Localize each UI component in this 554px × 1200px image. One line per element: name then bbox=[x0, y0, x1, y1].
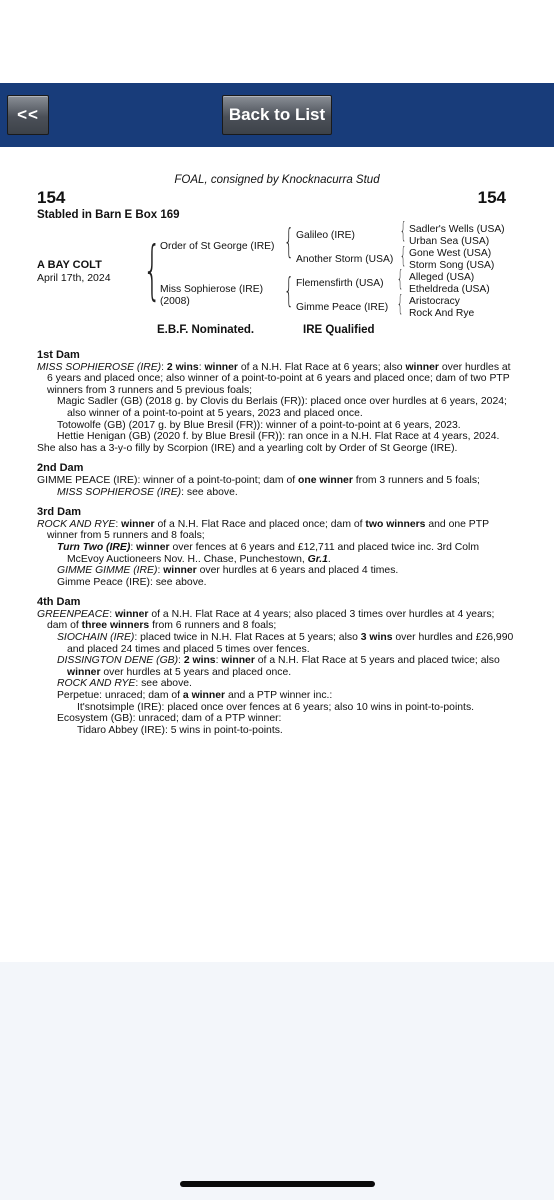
pedigree-dam-year: (2008) bbox=[160, 296, 190, 307]
foaling-date: April 17th, 2024 bbox=[37, 272, 111, 284]
ebf-nominated: E.B.F. Nominated. bbox=[157, 324, 255, 336]
top-navigation-bar bbox=[0, 83, 554, 147]
dam1-also: She also has a 3-y-o filly by Scorpion (IRE) and a yearling colt by Order of St George (IRE). bbox=[37, 442, 458, 454]
dam4-produce-3: ROCK AND RYE: see above. bbox=[57, 678, 192, 690]
pedigree-brace-ds: { bbox=[397, 267, 404, 292]
dam4-produce-4a: It'snotsimple (IRE): placed once over fences at 6 years; also 10 wins in point-to-points. bbox=[77, 701, 475, 713]
lot-number-right: 154 bbox=[477, 188, 506, 207]
dam4-produce-5: Ecosystem (GB): unraced; dam of a PTP winner: bbox=[57, 713, 282, 725]
pedigree-ds-dam: Etheldreda (USA) bbox=[409, 284, 490, 295]
dam1-produce-3: Hettie Henigan (GB) (2020 f. by Blue Bresil (FR)): ran once in a N.H. Flat Race at 4 years, 2024. bbox=[57, 431, 500, 443]
dam2-produce-1: MISS SOPHIEROSE (IRE): see above. bbox=[57, 486, 238, 498]
dam-heading-1: 1st Dam bbox=[37, 349, 80, 361]
lot-number-left: 154 bbox=[37, 188, 66, 207]
dam3-produce-3: Gimme Peace (IRE): see above. bbox=[57, 576, 207, 588]
dam-heading-2: 2nd Dam bbox=[37, 462, 84, 475]
pedigree-ss-sire: Sadler's Wells (USA) bbox=[409, 224, 505, 235]
pedigree-brace-ss: { bbox=[400, 219, 407, 244]
dam4-main: GREENPEACE: winner of a N.H. Flat Race at 4 years; also placed 3 times over hurdles at 4 years; dam of three winners from 6 runners and 8 foals; bbox=[37, 608, 495, 632]
pedigree-dam-dam: Gimme Peace (IRE) bbox=[296, 302, 389, 313]
pedigree-sire-dam: Another Storm (USA) bbox=[296, 254, 394, 265]
ire-qualified: IRE Qualified bbox=[303, 324, 375, 336]
pedigree-brace-main: { bbox=[143, 234, 162, 308]
pedigree-ds-sire: Alleged (USA) bbox=[409, 272, 475, 283]
dam4-produce-5a: Tidaro Abbey (IRE): 5 wins in point-to-points. bbox=[77, 724, 283, 736]
catalogue-page bbox=[0, 147, 554, 962]
home-indicator[interactable] bbox=[180, 1181, 375, 1187]
sex-colour: A BAY COLT bbox=[37, 259, 102, 271]
pedigree-brace-sire: { bbox=[284, 222, 294, 262]
pedigree-ss-dam: Urban Sea (USA) bbox=[409, 236, 490, 247]
pedigree-sd-sire: Gone West (USA) bbox=[409, 248, 492, 259]
dam3-produce-2: GIMME GIMME (IRE): winner over hurdles at 6 years and placed 4 times. bbox=[57, 565, 399, 577]
consignor-line: FOAL, consigned by Knocknacurra Stud bbox=[174, 174, 380, 186]
pedigree-brace-dam: { bbox=[284, 271, 294, 311]
pedigree-dam: Miss Sophierose (IRE) bbox=[160, 284, 263, 295]
dam-heading-4: 4th Dam bbox=[37, 596, 81, 609]
dam1-produce-2: Totowolfe (GB) (2017 g. by Blue Bresil (FR)): winner of a point-to-point at 6 years, 2023. bbox=[57, 419, 461, 431]
dam-heading-3: 3rd Dam bbox=[37, 506, 82, 519]
dam3-produce-1: Turn Two (IRE): winner over fences at 6 years and £12,711 and placed twice inc. 3rd Colm McEvoy Auctioneers Nov. H.. Chase, Punchestown, Gr.1. bbox=[57, 541, 479, 565]
dam4-produce-4: Perpetue: unraced; dam of a winner and a PTP winner inc.: bbox=[57, 690, 333, 702]
back-chevrons-button[interactable]: << bbox=[7, 95, 49, 135]
pedigree-dam-sire: Flemensfirth (USA) bbox=[296, 278, 384, 289]
dam1-main: MISS SOPHIEROSE (IRE): 2 wins: winner of a N.H. Flat Race at 6 years; also winner over hurdles at 6 years and placed once; also winner of a point-to-point at 6 years and placed once; dam of two PTP winners from 3 runners and 5 previous foals; bbox=[37, 361, 511, 396]
stabled-location: Stabled in Barn E Box 169 bbox=[37, 209, 180, 221]
dam4-produce-2: DISSINGTON DENE (GB): 2 wins: winner of a N.H. Flat Race at 5 years and placed twice; also winner over hurdles at 5 years and placed once. bbox=[57, 655, 500, 678]
pedigree-dd-sire: Aristocracy bbox=[409, 296, 460, 307]
dam2-main: GIMME PEACE (IRE): winner of a point-to-point; dam of one winner from 3 runners and 5 foals; bbox=[37, 474, 480, 486]
pedigree-sire: Order of St George (IRE) bbox=[160, 241, 275, 252]
dam1-produce-1: Magic Sadler (GB) (2018 g. by Clovis du Berlais (FR)): placed once over hurdles at 6 years, 2024; also winner of a point-to-point at 5 years, 2023 and placed once. bbox=[57, 396, 507, 419]
bottom-panel bbox=[0, 962, 554, 1200]
pedigree-dd-dam: Rock And Rye bbox=[409, 308, 475, 319]
pedigree-brace-sd: { bbox=[400, 244, 407, 269]
pedigree-sd-dam: Storm Song (USA) bbox=[409, 260, 495, 271]
dam3-main: ROCK AND RYE: winner of a N.H. Flat Race and placed once; dam of two winners and one PTP winner from 5 runners and 8 foals; bbox=[37, 518, 489, 542]
pedigree-brace-dd: { bbox=[397, 292, 404, 317]
pedigree-sire-sire: Galileo (IRE) bbox=[296, 230, 355, 241]
back-to-list-button[interactable]: Back to List bbox=[222, 95, 332, 135]
dam-lines bbox=[37, 350, 517, 736]
dam4-produce-1: SIOCHAIN (IRE): placed twice in N.H. Flat Races at 5 years; also 3 wins over hurdles and £26,990 and placed 24 times and placed 5 times over fences. bbox=[57, 632, 514, 655]
